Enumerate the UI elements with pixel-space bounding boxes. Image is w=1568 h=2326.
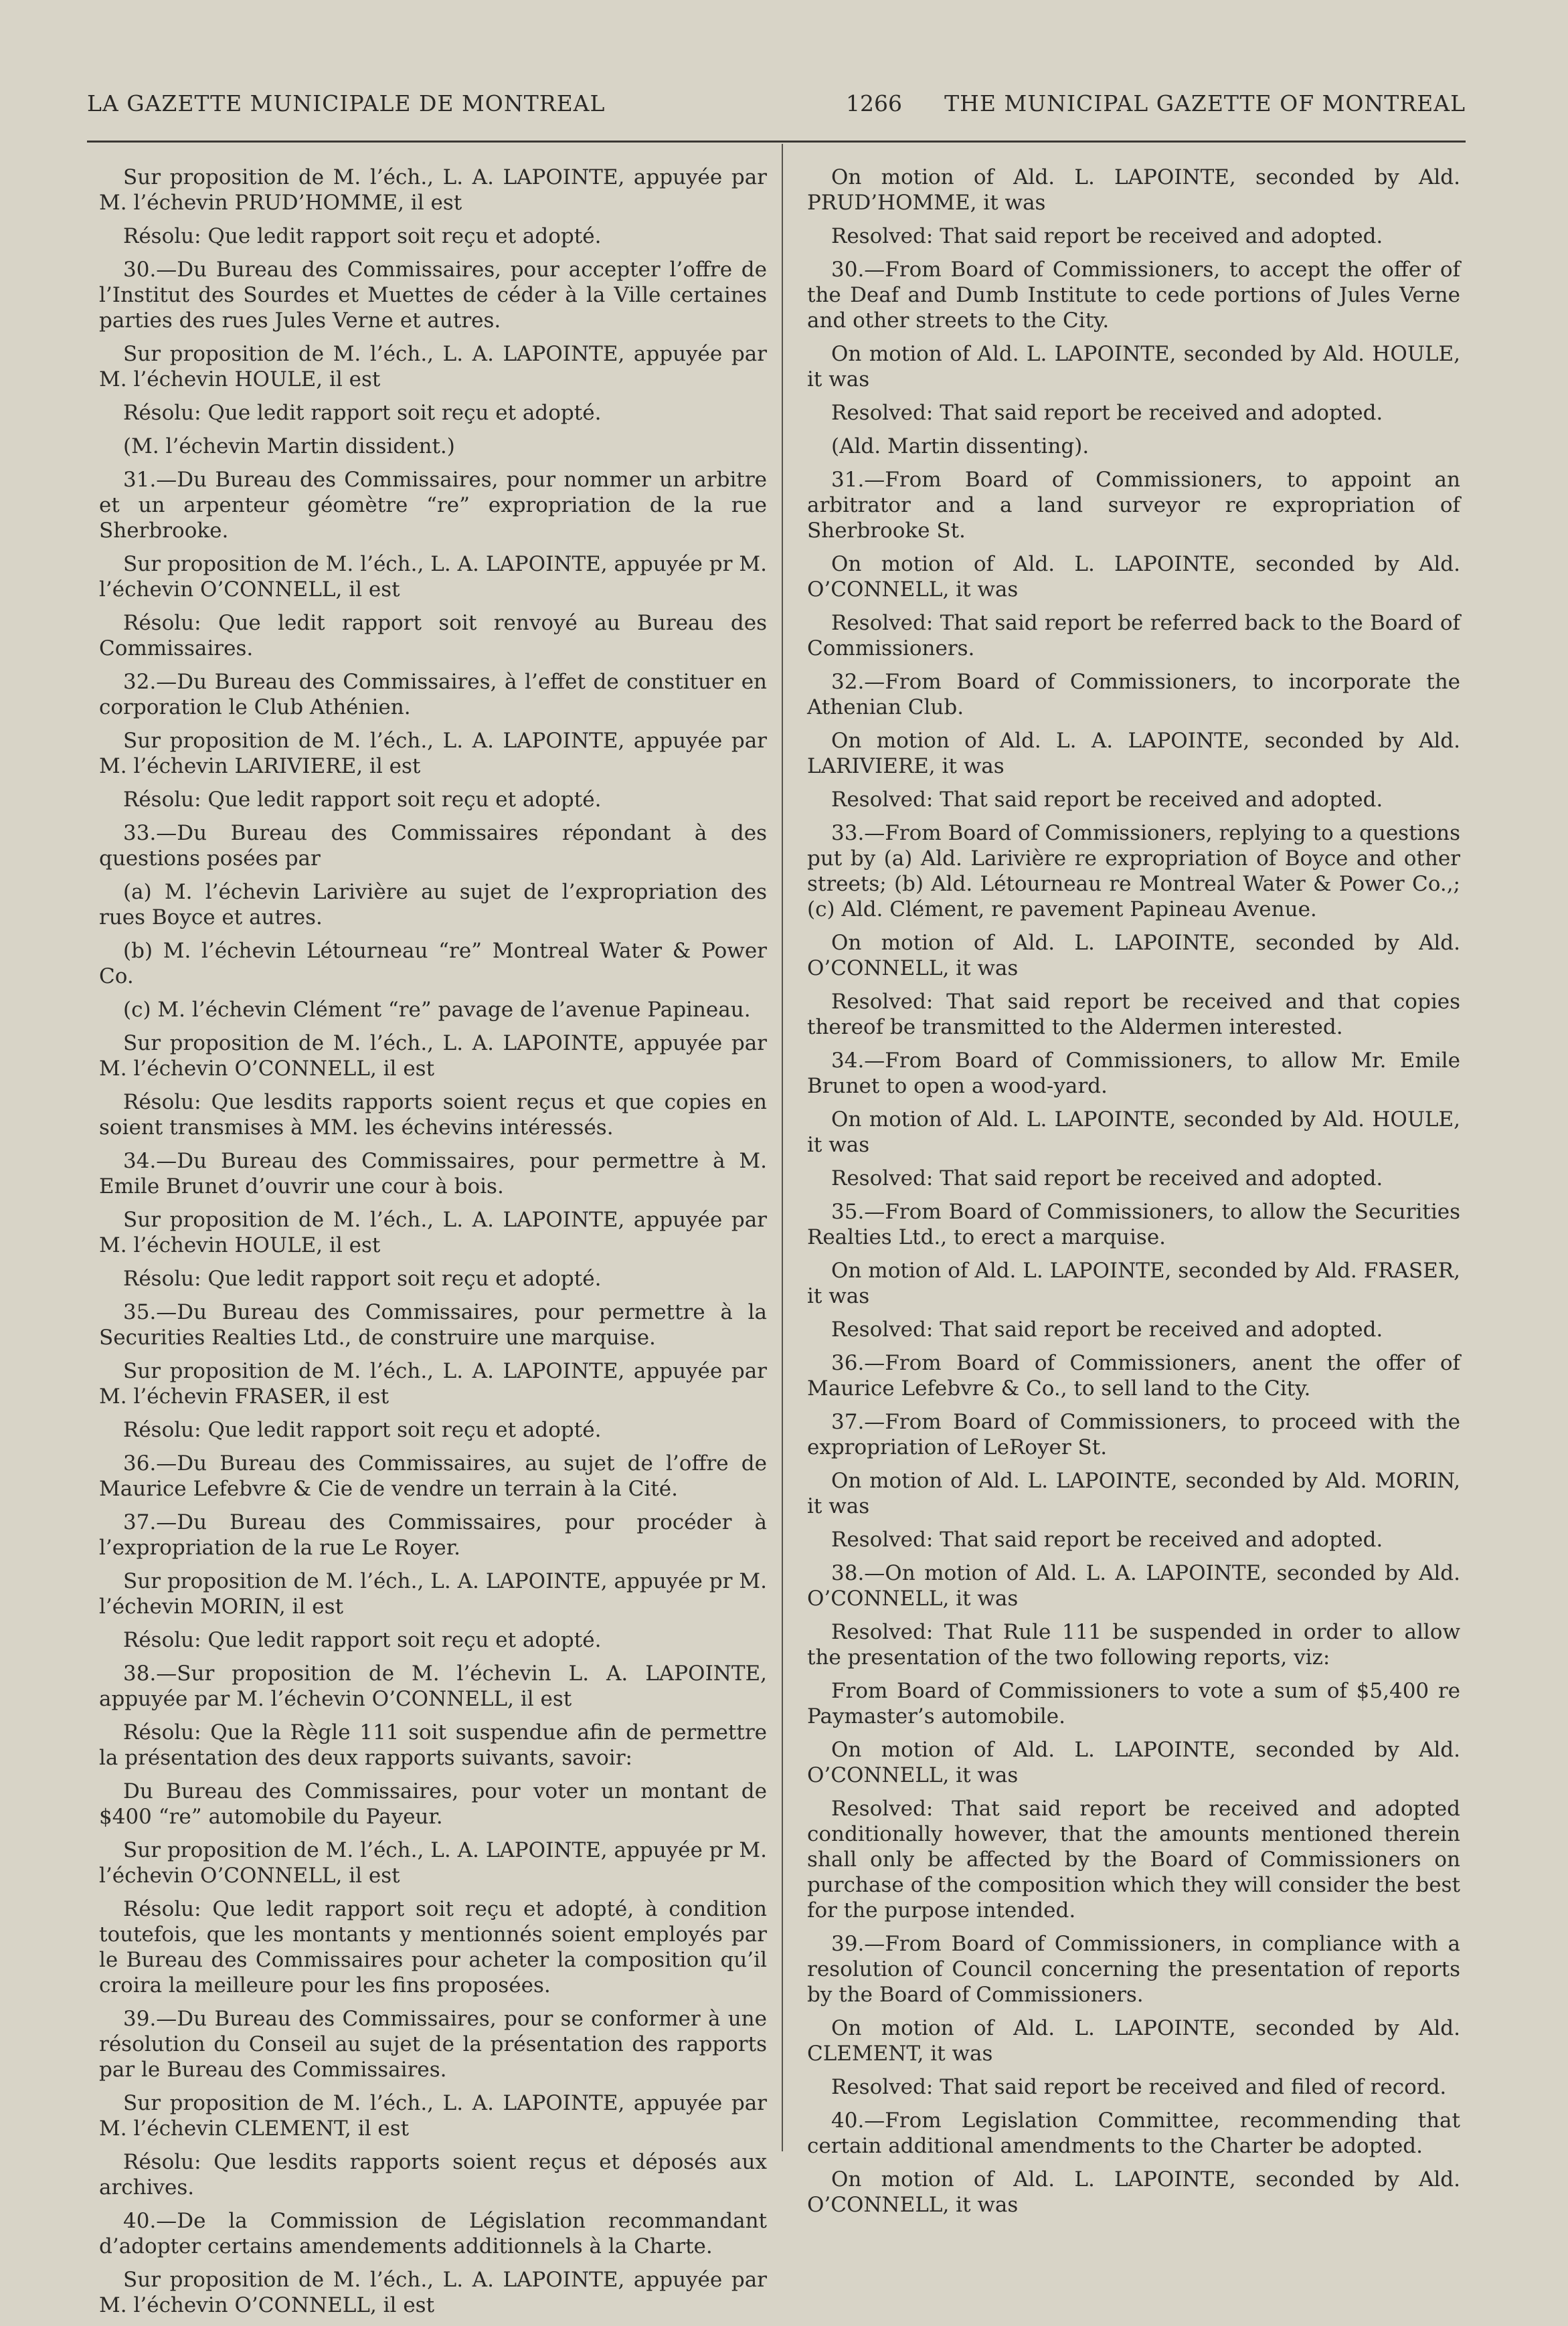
paragraph: 39.—From Board of Commissioners, in compliance with a resolution of Council concerning the presentation of reports by the Board of Commissioners.: [807, 1932, 1460, 2007]
paragraph: Sur proposition de M. l’éch., L. A. LAPOINTE, appuyée pr M. l’échevin O’CONNELL, il est: [99, 552, 767, 602]
paragraph: Résolu: Que lesdits rapports soient reçus et déposés aux archives.: [99, 2150, 767, 2200]
paragraph: Sur proposition de M. l’éch., L. A. LAPOINTE, appuyée par M. l’échevin O’CONNELL, il est: [99, 1031, 767, 1081]
paragraph: Resolved: That said report be received and adopted.: [831, 1318, 1383, 1342]
paragraph: Résolu: Que lesdits rapports soient reçus et que copies en soient transmises à MM. les échevins intéressés.: [99, 1090, 767, 1140]
paragraph: 40.—From Legislation Committee, recommending that certain additional amendments to the Charter be adopted.: [807, 2109, 1460, 2158]
paragraph: 38.—Sur proposition de M. l’échevin L. A. LAPOINTE, appuyée par M. l’échevin O’CONNELL, il est: [99, 1662, 767, 1711]
paragraph: Résolu: Que ledit rapport soit reçu et adopté.: [123, 1628, 602, 1652]
paragraph: Résolu: Que ledit rapport soit reçu et adopté.: [123, 1267, 602, 1291]
paragraph: 33.—From Board of Commissioners, replying to a questions put by (a) Ald. Larivière re expropriation of Boyce and other streets; (b) Ald. Létourneau re Montreal Water & Power Co.,; (c) Ald. Clément, re pavement Papineau Avenue.: [807, 821, 1460, 921]
paragraph: 35.—From Board of Commissioners, to allow the Securities Realties Ltd., to erect a marquise.: [807, 1200, 1460, 1249]
paragraph: 32.—From Board of Commissioners, to incorporate the Athenian Club.: [807, 670, 1460, 719]
paragraph: 36.—Du Bureau des Commissaires, au sujet de l’offre de Maurice Lefebvre & Cie de vendre un terrain à la Cité.: [99, 1451, 767, 1501]
paragraph: Sur proposition de M. l’éch., L. A. LAPOINTE, appuyée par M. l’échevin CLEMENT, il est: [99, 2091, 767, 2141]
paragraph: Sur proposition de M. l’éch., L. A. LAPOINTE, appuyée par M. l’échevin LARIVIERE, il est: [99, 729, 767, 778]
paragraph: Resolved: That Rule 111 be suspended in order to allow the presentation of the two following reports, viz:: [807, 1620, 1460, 1670]
paragraph: 31.—From Board of Commissioners, to appoint an arbitrator and a land surveyor re expropriation of Sherbrooke St.: [807, 468, 1460, 543]
paragraph: Résolu: Que ledit rapport soit reçu et adopté, à condition toutefois, que les montants y mentionnés soient employés par le Bureau des Commissaires pour acheter la composition qu’il croira la meilleure pour les fins proposées.: [99, 1897, 767, 1997]
paragraph: Resolved: That said report be received and adopted.: [831, 401, 1383, 425]
paragraph: 37.—From Board of Commissioners, to proceed with the expropriation of LeRoyer St.: [807, 1410, 1460, 1459]
paragraph: On motion of Ald. L. A. LAPOINTE, seconded by Ald. LARIVIERE, it was: [807, 729, 1460, 778]
paragraph: On motion of Ald. L. LAPOINTE, seconded by Ald. HOULE, it was: [807, 342, 1460, 391]
paragraph: 36.—From Board of Commissioners, anent the offer of Maurice Lefebvre & Co., to sell land to the City.: [807, 1351, 1460, 1401]
paragraph: Resolved: That said report be referred back to the Board of Commissioners.: [807, 611, 1460, 660]
paragraph: Resolved: That said report be received and adopted.: [831, 788, 1383, 812]
paragraph: 40.—De la Commission de Législation recommandant d’adopter certains amendements additionnels à la Charte.: [99, 2209, 767, 2258]
paragraph: Resolved: That said report be received and that copies thereof be transmitted to the Aldermen interested.: [807, 990, 1460, 1039]
paragraph: 39.—Du Bureau des Commissaires, pour se conformer à une résolution du Conseil au sujet de la présentation des rapports par le Bureau des Commissaires.: [99, 2007, 767, 2082]
paragraph: 34.—Du Bureau des Commissaires, pour permettre à M. Emile Brunet d’ouvrir une cour à bois.: [99, 1149, 767, 1198]
paragraph: (M. l’échevin Martin dissident.): [123, 434, 455, 458]
paragraph: 31.—Du Bureau des Commissaires, pour nommer un arbitre et un arpenteur géomètre “re” expropriation de la rue Sherbrooke.: [99, 468, 767, 543]
english-column: [807, 165, 1460, 2226]
paragraph: On motion of Ald. L. LAPOINTE, seconded by Ald. O’CONNELL, it was: [807, 552, 1460, 602]
paragraph: (a) M. l’échevin Larivière au sujet de l’expropriation des rues Boyce et autres.: [99, 880, 767, 929]
paragraph: On motion of Ald. L. LAPOINTE, seconded by Ald. CLEMENT, it was: [807, 2016, 1460, 2066]
paragraph: Sur proposition de M. l’éch., L. A. LAPOINTE, appuyée par M. l’échevin O’CONNELL, il est: [99, 2268, 767, 2317]
paragraph: Résolu: Que ledit rapport soit reçu et adopté.: [123, 224, 602, 248]
paragraph: On motion of Ald. L. LAPOINTE, seconded by Ald. O’CONNELL, it was: [807, 2167, 1460, 2217]
paragraph: Résolu: Que ledit rapport soit reçu et adopté.: [123, 788, 602, 812]
paragraph: Résolu: Que ledit rapport soit renvoyé au Bureau des Commissaires.: [99, 611, 767, 660]
paragraph: Resolved: That said report be received and filed of record.: [831, 2075, 1447, 2099]
paragraph: On motion of Ald. L. LAPOINTE, seconded by Ald. O’CONNELL, it was: [807, 931, 1460, 980]
paragraph: On motion of Ald. L. LAPOINTE, seconded by Ald. PRUD’HOMME, it was: [807, 165, 1460, 215]
paragraph: From Board of Commissioners to vote a sum of $5,400 re Paymaster’s automobile.: [807, 1679, 1460, 1728]
paragraph: 30.—From Board of Commissioners, to accept the offer of the Deaf and Dumb Institute to cede portions of Jules Verne and other streets to the City.: [807, 258, 1460, 333]
paragraph: On motion of Ald. L. LAPOINTE, seconded by Ald. HOULE, it was: [807, 1107, 1460, 1157]
paragraph: Résolu: Que ledit rapport soit reçu et adopté.: [123, 401, 602, 425]
paragraph: Sur proposition de M. l’éch., L. A. LAPOINTE, appuyée par M. l’échevin HOULE, il est: [99, 1208, 767, 1257]
paragraph: Résolu: Que ledit rapport soit reçu et adopté.: [123, 1418, 602, 1442]
paragraph: Resolved: That said report be received and adopted.: [831, 224, 1383, 248]
paragraph: On motion of Ald. L. LAPOINTE, seconded by Ald. MORIN, it was: [807, 1469, 1460, 1518]
paragraph: 30.—Du Bureau des Commissaires, pour accepter l’offre de l’Institut des Sourdes et Muettes de céder à la Ville certaines parties des rues Jules Verne et autres.: [99, 258, 767, 333]
paragraph: Resolved: That said report be received and adopted.: [831, 1528, 1383, 1552]
french-column: [99, 165, 767, 2326]
paragraph: 37.—Du Bureau des Commissaires, pour procéder à l’expropriation de la rue Le Royer.: [99, 1510, 767, 1560]
page-number: 1266: [846, 90, 902, 116]
paragraph: Resolved: That said report be received and adopted.: [831, 1166, 1383, 1190]
paragraph: 33.—Du Bureau des Commissaires répondant à des questions posées par: [99, 821, 767, 871]
paragraph: Sur proposition de M. l’éch., L. A. LAPOINTE, appuyée par M. l’échevin PRUD’HOMME, il est: [99, 165, 767, 215]
paragraph: Sur proposition de M. l’éch., L. A. LAPOINTE, appuyée par M. l’échevin FRASER, il est: [99, 1359, 767, 1409]
header-title-english: THE MUNICIPAL GAZETTE OF MONTREAL: [944, 90, 1466, 116]
header-title-french: LA GAZETTE MUNICIPALE DE MONTREAL: [87, 90, 606, 116]
paragraph: 38.—On motion of Ald. L. A. LAPOINTE, seconded by Ald. O’CONNELL, it was: [807, 1561, 1460, 1611]
paragraph: 32.—Du Bureau des Commissaires, à l’effet de constituer en corporation le Club Athénien.: [99, 670, 767, 719]
paragraph: Sur proposition de M. l’éch., L. A. LAPOINTE, appuyée pr M. l’échevin O’CONNELL, il est: [99, 1838, 767, 1888]
paragraph: 35.—Du Bureau des Commissaires, pour permettre à la Securities Realties Ltd., de construire une marquise.: [99, 1300, 767, 1350]
paragraph: Du Bureau des Commissaires, pour voter un montant de $400 “re” automobile du Payeur.: [99, 1779, 767, 1829]
column-divider: [782, 144, 783, 2151]
paragraph: Resolved: That said report be received and adopted conditionally however, that the amounts mentioned therein shall only be affected by the Board of Commissioners on purchase of the composition which they will consider the best for the purpose intended.: [807, 1797, 1460, 1922]
paragraph: Sur proposition de M. l’éch., L. A. LAPOINTE, appuyée par M. l’échevin HOULE, il est: [99, 342, 767, 391]
paragraph: (b) M. l’échevin Létourneau “re” Montreal Water & Power Co.: [99, 939, 767, 988]
paragraph: Résolu: Que la Règle 111 soit suspendue afin de permettre la présentation des deux rapports suivants, savoir:: [99, 1720, 767, 1770]
paragraph: On motion of Ald. L. LAPOINTE, seconded by Ald. O’CONNELL, it was: [807, 1738, 1460, 1787]
paragraph: Sur proposition de M. l’éch., L. A. LAPOINTE, appuyée pr M. l’échevin MORIN, il est: [99, 1569, 767, 1619]
paragraph: (Ald. Martin dissenting).: [831, 434, 1090, 458]
header-rule: [87, 141, 1466, 143]
page-header: [87, 90, 1466, 124]
paragraph: On motion of Ald. L. LAPOINTE, seconded by Ald. FRASER, it was: [807, 1259, 1460, 1308]
paragraph: 34.—From Board of Commissioners, to allow Mr. Emile Brunet to open a wood-yard.: [807, 1049, 1460, 1098]
paragraph: (c) M. l’échevin Clément “re” pavage de l’avenue Papineau.: [123, 998, 751, 1022]
